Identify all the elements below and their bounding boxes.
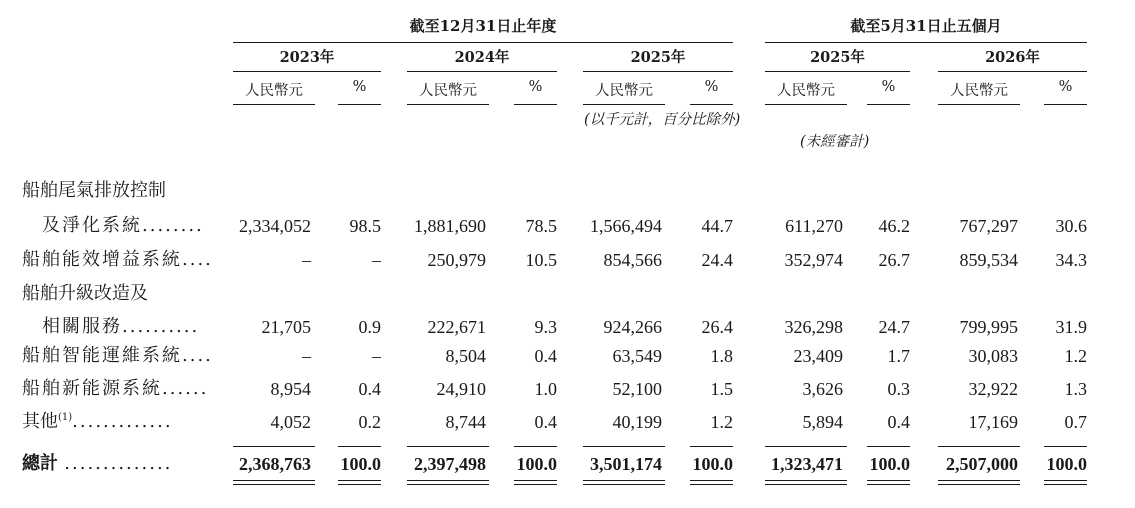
year-2025-five-months: 2025年 bbox=[810, 49, 865, 66]
table-cell-amount: 222,671 bbox=[427, 317, 486, 337]
table-cell-percent: 78.5 bbox=[525, 216, 557, 236]
sub-rule bbox=[338, 104, 381, 105]
table-cell-amount: 3,626 bbox=[802, 379, 843, 399]
year-2023: 2023年 bbox=[279, 49, 335, 66]
sub-rule bbox=[867, 104, 910, 105]
total-cell-amount: 2,368,763 bbox=[239, 454, 311, 474]
table-cell-percent: 44.7 bbox=[701, 216, 733, 236]
total-rule bbox=[583, 446, 665, 447]
unit-note: (以千元計，百分比除外) bbox=[584, 112, 741, 128]
table-cell-amount: – bbox=[302, 250, 311, 270]
currency-header: 人民幣元 bbox=[950, 83, 1008, 99]
total-cell-amount: 2,507,000 bbox=[946, 454, 1018, 474]
table-cell-percent: 9.3 bbox=[534, 317, 557, 337]
table-cell-amount: 8,504 bbox=[445, 346, 486, 366]
table-cell-amount: 326,298 bbox=[784, 317, 843, 337]
sub-rule bbox=[938, 104, 1020, 105]
table-cell-amount: 8,744 bbox=[445, 412, 486, 432]
table-cell-percent: 1.8 bbox=[710, 346, 733, 366]
total-cell-amount: 3,501,174 bbox=[590, 454, 662, 474]
table-cell-percent: 1.0 bbox=[534, 379, 557, 399]
table-cell-amount: 23,409 bbox=[793, 346, 843, 366]
total-rule bbox=[338, 446, 381, 447]
table-cell-amount: 63,549 bbox=[612, 346, 662, 366]
year-2026-five-months: 2026年 bbox=[985, 49, 1040, 66]
total-double-rule bbox=[583, 480, 665, 485]
table-cell-percent: 0.4 bbox=[887, 412, 910, 432]
year-2025: 2025年 bbox=[630, 49, 686, 66]
currency-header: 人民幣元 bbox=[419, 83, 477, 99]
sub-rule bbox=[1044, 104, 1087, 105]
table-cell-percent: 0.4 bbox=[534, 346, 557, 366]
currency-header: 人民幣元 bbox=[595, 83, 653, 99]
total-cell-percent: 100.0 bbox=[869, 454, 910, 474]
total-rule bbox=[867, 446, 910, 447]
table-cell-amount: – bbox=[302, 346, 311, 366]
table-cell-percent: 24.4 bbox=[701, 250, 733, 270]
total-double-rule bbox=[338, 480, 381, 485]
row-label-exhaust: 船舶尾氣排放控制 bbox=[22, 180, 166, 201]
year-rule bbox=[938, 71, 1087, 72]
table-cell-percent: 98.5 bbox=[349, 216, 381, 236]
table-cell-amount: 24,910 bbox=[436, 379, 486, 399]
total-rule bbox=[938, 446, 1020, 447]
total-cell-amount: 2,397,498 bbox=[414, 454, 486, 474]
total-double-rule bbox=[1044, 480, 1087, 485]
table-cell-percent: – bbox=[372, 250, 381, 270]
year-rule bbox=[765, 71, 910, 72]
sub-rule bbox=[690, 104, 733, 105]
table-cell-percent: 46.2 bbox=[878, 216, 910, 236]
table-cell-amount: 30,083 bbox=[968, 346, 1018, 366]
row-label-new-energy: 船舶新能源系統...... bbox=[22, 378, 209, 399]
header-rule bbox=[765, 42, 1087, 43]
table-cell-amount: 1,881,690 bbox=[414, 216, 486, 236]
total-leader: .............. bbox=[64, 453, 173, 474]
table-cell-amount: 17,169 bbox=[968, 412, 1018, 432]
table-cell-percent: 30.6 bbox=[1055, 216, 1087, 236]
table-cell-percent: 26.4 bbox=[701, 317, 733, 337]
total-double-rule bbox=[407, 480, 489, 485]
table-cell-amount: 250,979 bbox=[427, 250, 486, 270]
row-label-smart-ops: 船舶智能運維系統.... bbox=[22, 345, 213, 366]
total-rule bbox=[514, 446, 557, 447]
table-cell-percent: 31.9 bbox=[1055, 317, 1087, 337]
row-label-upgrade-cont: 相關服務.......... bbox=[42, 316, 200, 337]
table-cell-percent: 1.2 bbox=[1064, 346, 1087, 366]
total-cell-percent: 100.0 bbox=[1046, 454, 1087, 474]
year-2024: 2024年 bbox=[454, 49, 510, 66]
table-cell-percent: 1.3 bbox=[1064, 379, 1087, 399]
total-double-rule bbox=[765, 480, 847, 485]
table-cell-percent: 0.7 bbox=[1064, 412, 1087, 432]
table-cell-amount: 4,052 bbox=[270, 412, 311, 432]
table-cell-amount: 5,894 bbox=[802, 412, 843, 432]
table-cell-amount: 52,100 bbox=[612, 379, 662, 399]
year-rule bbox=[583, 71, 733, 72]
table-cell-amount: 854,566 bbox=[603, 250, 662, 270]
table-cell-percent: 0.9 bbox=[358, 317, 381, 337]
total-cell-percent: 100.0 bbox=[516, 454, 557, 474]
currency-header: 人民幣元 bbox=[245, 83, 303, 99]
table-cell-percent: 0.3 bbox=[887, 379, 910, 399]
table-cell-percent: 10.5 bbox=[525, 250, 557, 270]
sub-rule bbox=[514, 104, 557, 105]
total-rule bbox=[765, 446, 847, 447]
header-rule bbox=[233, 42, 733, 43]
row-label-upgrade: 船舶升級改造及 bbox=[22, 283, 148, 304]
table-cell-amount: 40,199 bbox=[612, 412, 662, 432]
total-double-rule bbox=[690, 480, 733, 485]
percent-header: % bbox=[352, 79, 367, 95]
table-cell-amount: 352,974 bbox=[784, 250, 843, 270]
others-text: 其他 bbox=[22, 411, 58, 432]
others-leader: ............. bbox=[72, 411, 173, 432]
table-cell-percent: 1.5 bbox=[710, 379, 733, 399]
percent-header: % bbox=[881, 79, 896, 95]
table-cell-percent: 34.3 bbox=[1055, 250, 1087, 270]
percent-header: % bbox=[704, 79, 719, 95]
total-rule bbox=[690, 446, 733, 447]
table-cell-percent: 1.2 bbox=[710, 412, 733, 432]
total-rule bbox=[1044, 446, 1087, 447]
header-five-month-group: 截至5月31日止五個月 bbox=[850, 17, 1002, 35]
header-year-group: 截至12月31日止年度 bbox=[409, 17, 557, 35]
table-cell-percent: 0.4 bbox=[534, 412, 557, 432]
sub-rule bbox=[407, 104, 489, 105]
table-cell-amount: 859,534 bbox=[959, 250, 1018, 270]
table-cell-amount: 8,954 bbox=[270, 379, 311, 399]
total-cell-amount: 1,323,471 bbox=[771, 454, 843, 474]
year-rule bbox=[233, 71, 381, 72]
table-cell-amount: 21,705 bbox=[261, 317, 311, 337]
percent-header: % bbox=[1058, 79, 1073, 95]
percent-header: % bbox=[528, 79, 543, 95]
total-double-rule bbox=[514, 480, 557, 485]
sub-rule bbox=[765, 104, 847, 105]
sub-rule bbox=[233, 104, 315, 105]
table-cell-percent: 0.2 bbox=[358, 412, 381, 432]
row-label-exhaust-cont: 及淨化系統........ bbox=[42, 215, 204, 236]
total-rule bbox=[233, 446, 315, 447]
table-cell-amount: 611,270 bbox=[785, 216, 843, 236]
table-cell-amount: 767,297 bbox=[959, 216, 1018, 236]
total-double-rule bbox=[867, 480, 910, 485]
total-rule bbox=[407, 446, 489, 447]
unaudited-note: (未經審計) bbox=[800, 134, 870, 150]
table-cell-percent: 0.4 bbox=[358, 379, 381, 399]
total-text: 總計 bbox=[22, 453, 58, 474]
table-cell-amount: 2,334,052 bbox=[239, 216, 311, 236]
row-label-others bbox=[22, 413, 173, 431]
sub-rule bbox=[583, 104, 665, 105]
table-cell-percent: – bbox=[372, 346, 381, 366]
footnote-marker: (1) bbox=[58, 412, 73, 423]
row-label-efficiency: 船舶能效增益系統.... bbox=[22, 249, 213, 270]
currency-header: 人民幣元 bbox=[777, 83, 835, 99]
total-double-rule bbox=[233, 480, 315, 485]
total-cell-percent: 100.0 bbox=[692, 454, 733, 474]
row-label-total bbox=[22, 455, 172, 473]
table-cell-percent: 24.7 bbox=[878, 317, 910, 337]
table-cell-amount: 1,566,494 bbox=[590, 216, 662, 236]
table-cell-amount: 924,266 bbox=[603, 317, 662, 337]
total-double-rule bbox=[938, 480, 1020, 485]
table-cell-amount: 799,995 bbox=[959, 317, 1018, 337]
table-cell-amount: 32,922 bbox=[968, 379, 1018, 399]
table-cell-percent: 1.7 bbox=[887, 346, 910, 366]
year-rule bbox=[407, 71, 557, 72]
total-cell-percent: 100.0 bbox=[340, 454, 381, 474]
table-cell-percent: 26.7 bbox=[878, 250, 910, 270]
